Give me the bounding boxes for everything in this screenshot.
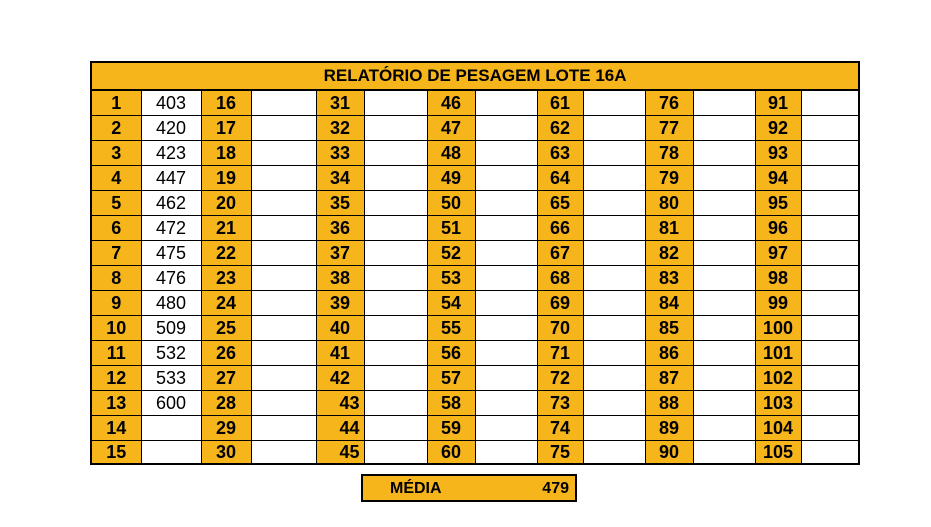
lot-number-cell: 54 <box>427 291 475 316</box>
weight-value-cell <box>364 441 427 465</box>
weight-value-cell <box>364 90 427 116</box>
weight-value-cell <box>801 316 859 341</box>
lot-number-cell: 40 <box>316 316 364 341</box>
lot-number-cell: 88 <box>645 391 693 416</box>
lot-number-cell: 37 <box>316 241 364 266</box>
weight-value-cell: 480 <box>141 291 201 316</box>
lot-number-cell: 80 <box>645 191 693 216</box>
lot-number-cell: 65 <box>537 191 583 216</box>
weight-value-cell <box>693 191 755 216</box>
weight-value-cell <box>141 416 201 441</box>
lot-number-cell: 68 <box>537 266 583 291</box>
weight-value-cell <box>251 341 316 366</box>
weight-value-cell: 420 <box>141 116 201 141</box>
lot-number-cell: 52 <box>427 241 475 266</box>
lot-number-cell: 21 <box>201 216 251 241</box>
table-row <box>91 266 859 291</box>
lot-number-cell: 43 <box>316 391 364 416</box>
weight-value-cell <box>801 116 859 141</box>
lot-number-cell: 101 <box>755 341 801 366</box>
weight-value-cell <box>693 116 755 141</box>
report-title: RELATÓRIO DE PESAGEM LOTE 16A <box>91 62 859 90</box>
lot-number-cell: 49 <box>427 166 475 191</box>
weight-value-cell <box>475 341 537 366</box>
average-value: 479 <box>542 480 569 497</box>
lot-number-cell: 58 <box>427 391 475 416</box>
lot-number-cell: 24 <box>201 291 251 316</box>
weight-value-cell <box>583 191 645 216</box>
weight-value-cell <box>475 441 537 465</box>
lot-number-cell: 42 <box>316 366 364 391</box>
lot-number-cell: 8 <box>91 266 141 291</box>
weighing-report <box>90 61 858 497</box>
lot-number-cell: 7 <box>91 241 141 266</box>
lot-number-cell: 82 <box>645 241 693 266</box>
weight-value-cell <box>364 391 427 416</box>
lot-number-cell: 20 <box>201 191 251 216</box>
average-label: MÉDIA <box>390 480 442 497</box>
lot-number-cell: 105 <box>755 441 801 465</box>
average-box <box>361 474 577 502</box>
lot-number-cell: 72 <box>537 366 583 391</box>
lot-number-cell: 57 <box>427 366 475 391</box>
lot-number-cell: 4 <box>91 166 141 191</box>
table-row <box>91 216 859 241</box>
weight-value-cell <box>801 291 859 316</box>
lot-number-cell: 63 <box>537 141 583 166</box>
weight-value-cell <box>364 341 427 366</box>
weight-value-cell <box>801 241 859 266</box>
weight-value-cell <box>801 441 859 465</box>
weight-value-cell <box>693 341 755 366</box>
lot-number-cell: 25 <box>201 316 251 341</box>
weight-value-cell <box>583 216 645 241</box>
lot-number-cell: 16 <box>201 90 251 116</box>
lot-number-cell: 14 <box>91 416 141 441</box>
lot-number-cell: 96 <box>755 216 801 241</box>
lot-number-cell: 94 <box>755 166 801 191</box>
lot-number-cell: 91 <box>755 90 801 116</box>
table-row <box>91 341 859 366</box>
weight-value-cell <box>801 141 859 166</box>
lot-number-cell: 51 <box>427 216 475 241</box>
weight-value-cell <box>583 90 645 116</box>
weight-value-cell <box>583 441 645 465</box>
table-row <box>91 166 859 191</box>
table-row <box>91 391 859 416</box>
lot-number-cell: 70 <box>537 316 583 341</box>
lot-number-cell: 56 <box>427 341 475 366</box>
weight-value-cell <box>251 441 316 465</box>
lot-number-cell: 5 <box>91 191 141 216</box>
lot-number-cell: 1 <box>91 90 141 116</box>
table-row <box>91 366 859 391</box>
lot-number-cell: 79 <box>645 166 693 191</box>
weight-value-cell <box>583 116 645 141</box>
weight-value-cell <box>693 416 755 441</box>
weight-value-cell <box>583 266 645 291</box>
lot-number-cell: 48 <box>427 141 475 166</box>
weight-value-cell <box>364 166 427 191</box>
lot-number-cell: 73 <box>537 391 583 416</box>
lot-number-cell: 32 <box>316 116 364 141</box>
lot-number-cell: 99 <box>755 291 801 316</box>
lot-number-cell: 64 <box>537 166 583 191</box>
weight-value-cell <box>693 216 755 241</box>
lot-number-cell: 31 <box>316 90 364 116</box>
lot-number-cell: 10 <box>91 316 141 341</box>
weight-value-cell <box>693 391 755 416</box>
weight-value-cell <box>583 241 645 266</box>
weight-value-cell <box>364 366 427 391</box>
weight-value-cell <box>693 291 755 316</box>
weight-value-cell <box>693 316 755 341</box>
weight-value-cell <box>801 166 859 191</box>
weight-value-cell <box>583 416 645 441</box>
lot-number-cell: 38 <box>316 266 364 291</box>
weight-value-cell <box>801 341 859 366</box>
table-row <box>91 90 859 116</box>
lot-number-cell: 92 <box>755 116 801 141</box>
weight-value-cell <box>251 191 316 216</box>
weight-value-cell <box>251 266 316 291</box>
lot-number-cell: 67 <box>537 241 583 266</box>
lot-number-cell: 18 <box>201 141 251 166</box>
lot-number-cell: 102 <box>755 366 801 391</box>
weight-value-cell <box>364 416 427 441</box>
lot-number-cell: 29 <box>201 416 251 441</box>
weight-value-cell <box>583 341 645 366</box>
weight-value-cell: 476 <box>141 266 201 291</box>
weight-value-cell <box>583 316 645 341</box>
lot-number-cell: 33 <box>316 141 364 166</box>
weight-value-cell <box>693 441 755 465</box>
lot-number-cell: 36 <box>316 216 364 241</box>
weight-value-cell <box>475 416 537 441</box>
weighing-table <box>90 61 860 465</box>
lot-number-cell: 17 <box>201 116 251 141</box>
weight-value-cell <box>251 90 316 116</box>
weight-value-cell <box>251 291 316 316</box>
lot-number-cell: 71 <box>537 341 583 366</box>
weight-value-cell <box>475 366 537 391</box>
lot-number-cell: 11 <box>91 341 141 366</box>
weight-value-cell: 600 <box>141 391 201 416</box>
weight-value-cell <box>583 291 645 316</box>
weight-value-cell <box>583 141 645 166</box>
lot-number-cell: 93 <box>755 141 801 166</box>
weight-value-cell <box>583 166 645 191</box>
weight-value-cell <box>693 366 755 391</box>
lot-number-cell: 50 <box>427 191 475 216</box>
lot-number-cell: 78 <box>645 141 693 166</box>
lot-number-cell: 39 <box>316 291 364 316</box>
weight-value-cell <box>364 316 427 341</box>
lot-number-cell: 60 <box>427 441 475 465</box>
weight-value-cell <box>801 216 859 241</box>
table-row <box>91 316 859 341</box>
lot-number-cell: 87 <box>645 366 693 391</box>
lot-number-cell: 100 <box>755 316 801 341</box>
lot-number-cell: 66 <box>537 216 583 241</box>
lot-number-cell: 59 <box>427 416 475 441</box>
weight-value-cell <box>364 116 427 141</box>
weight-value-cell <box>475 291 537 316</box>
lot-number-cell: 62 <box>537 116 583 141</box>
weight-value-cell: 462 <box>141 191 201 216</box>
lot-number-cell: 15 <box>91 441 141 465</box>
lot-number-cell: 98 <box>755 266 801 291</box>
lot-number-cell: 103 <box>755 391 801 416</box>
lot-number-cell: 69 <box>537 291 583 316</box>
weight-value-cell <box>693 166 755 191</box>
weight-value-cell: 509 <box>141 316 201 341</box>
lot-number-cell: 90 <box>645 441 693 465</box>
weight-value-cell <box>251 391 316 416</box>
lot-number-cell: 97 <box>755 241 801 266</box>
weight-value-cell <box>475 241 537 266</box>
lot-number-cell: 83 <box>645 266 693 291</box>
lot-number-cell: 27 <box>201 366 251 391</box>
weight-value-cell <box>364 266 427 291</box>
weight-value-cell <box>801 391 859 416</box>
weight-value-cell <box>475 166 537 191</box>
weight-value-cell <box>693 90 755 116</box>
lot-number-cell: 12 <box>91 366 141 391</box>
lot-number-cell: 35 <box>316 191 364 216</box>
weight-value-cell: 423 <box>141 141 201 166</box>
table-row <box>91 191 859 216</box>
lot-number-cell: 9 <box>91 291 141 316</box>
weight-value-cell <box>801 90 859 116</box>
weight-value-cell <box>364 216 427 241</box>
lot-number-cell: 74 <box>537 416 583 441</box>
table-row <box>91 116 859 141</box>
weight-value-cell <box>364 141 427 166</box>
weight-value-cell <box>693 266 755 291</box>
lot-number-cell: 61 <box>537 90 583 116</box>
weight-value-cell <box>475 391 537 416</box>
table-row <box>91 291 859 316</box>
weight-value-cell <box>801 266 859 291</box>
lot-number-cell: 77 <box>645 116 693 141</box>
weight-value-cell <box>251 366 316 391</box>
weight-value-cell <box>801 191 859 216</box>
lot-number-cell: 76 <box>645 90 693 116</box>
table-row <box>91 141 859 166</box>
weight-value-cell <box>364 241 427 266</box>
weight-value-cell <box>583 366 645 391</box>
weight-value-cell: 475 <box>141 241 201 266</box>
weight-value-cell: 532 <box>141 341 201 366</box>
lot-number-cell: 53 <box>427 266 475 291</box>
lot-number-cell: 75 <box>537 441 583 465</box>
lot-number-cell: 46 <box>427 90 475 116</box>
weight-value-cell <box>251 416 316 441</box>
lot-number-cell: 28 <box>201 391 251 416</box>
lot-number-cell: 30 <box>201 441 251 465</box>
weight-value-cell <box>475 216 537 241</box>
weight-value-cell <box>475 116 537 141</box>
weight-value-cell <box>693 241 755 266</box>
lot-number-cell: 44 <box>316 416 364 441</box>
weight-value-cell <box>251 166 316 191</box>
lot-number-cell: 45 <box>316 441 364 465</box>
weight-value-cell: 472 <box>141 216 201 241</box>
weight-value-cell <box>251 116 316 141</box>
weight-value-cell <box>801 416 859 441</box>
lot-number-cell: 85 <box>645 316 693 341</box>
weight-value-cell: 447 <box>141 166 201 191</box>
lot-number-cell: 19 <box>201 166 251 191</box>
weight-value-cell <box>251 216 316 241</box>
lot-number-cell: 84 <box>645 291 693 316</box>
lot-number-cell: 95 <box>755 191 801 216</box>
weight-value-cell <box>251 316 316 341</box>
lot-number-cell: 89 <box>645 416 693 441</box>
lot-number-cell: 3 <box>91 141 141 166</box>
lot-number-cell: 86 <box>645 341 693 366</box>
weight-value-cell <box>251 241 316 266</box>
lot-number-cell: 2 <box>91 116 141 141</box>
weight-value-cell <box>693 141 755 166</box>
weight-value-cell <box>251 141 316 166</box>
lot-number-cell: 26 <box>201 341 251 366</box>
lot-number-cell: 104 <box>755 416 801 441</box>
weight-value-cell <box>475 316 537 341</box>
weight-value-cell <box>475 90 537 116</box>
weight-value-cell <box>475 266 537 291</box>
weight-value-cell <box>141 441 201 465</box>
lot-number-cell: 6 <box>91 216 141 241</box>
weight-value-cell <box>364 191 427 216</box>
lot-number-cell: 22 <box>201 241 251 266</box>
weight-value-cell <box>801 366 859 391</box>
weight-value-cell <box>475 141 537 166</box>
weight-value-cell <box>583 391 645 416</box>
lot-number-cell: 81 <box>645 216 693 241</box>
lot-number-cell: 55 <box>427 316 475 341</box>
table-row <box>91 241 859 266</box>
lot-number-cell: 13 <box>91 391 141 416</box>
table-row <box>91 441 859 465</box>
table-row <box>91 416 859 441</box>
weight-value-cell: 533 <box>141 366 201 391</box>
lot-number-cell: 34 <box>316 166 364 191</box>
weight-value-cell: 403 <box>141 90 201 116</box>
lot-number-cell: 41 <box>316 341 364 366</box>
weight-value-cell <box>475 191 537 216</box>
lot-number-cell: 47 <box>427 116 475 141</box>
lot-number-cell: 23 <box>201 266 251 291</box>
weight-value-cell <box>364 291 427 316</box>
